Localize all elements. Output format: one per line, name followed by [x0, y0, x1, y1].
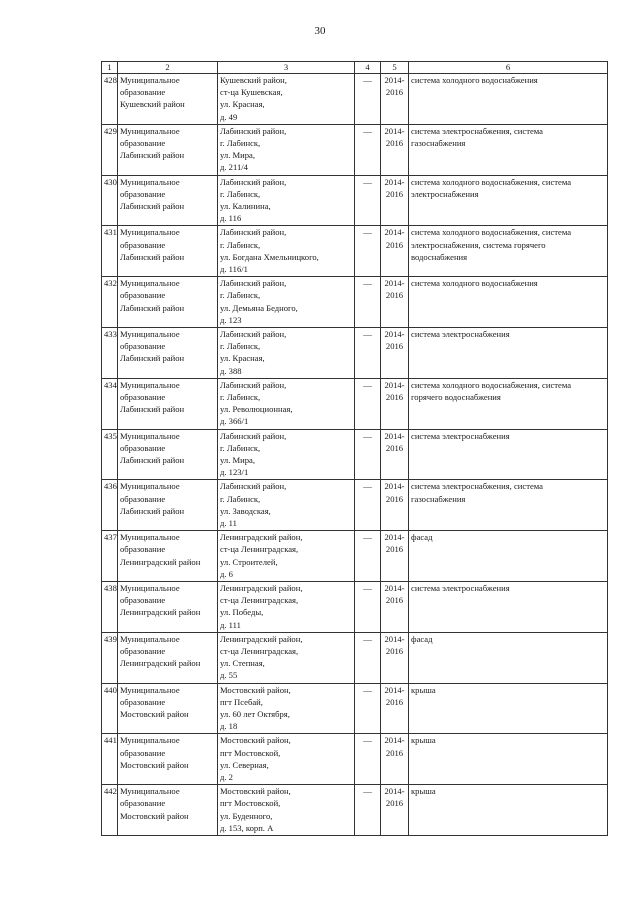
row-number: 435 — [102, 429, 118, 480]
table-row — [102, 175, 608, 226]
row-number: 430 — [102, 175, 118, 226]
row-number: 429 — [102, 124, 118, 175]
table-row — [102, 632, 608, 683]
table-row — [102, 785, 608, 836]
column-4-cell: — — [355, 277, 381, 328]
municipality-cell: Муниципальное образование Мостовский район — [118, 683, 218, 734]
table-row — [102, 74, 608, 125]
address-cell: Ленинградский район, ст-ца Ленинградская, ул. Строителей, д. 6 — [218, 531, 355, 582]
table-row — [102, 734, 608, 785]
systems-cell: система холодного водоснабжения, система горячего водоснабжения — [409, 378, 608, 429]
row-number: 442 — [102, 785, 118, 836]
column-4-cell: — — [355, 531, 381, 582]
table-row — [102, 124, 608, 175]
column-4-cell: — — [355, 429, 381, 480]
column-header-4: 4 — [355, 62, 381, 74]
municipality-cell: Муниципальное образование Лабинский район — [118, 378, 218, 429]
row-number: 432 — [102, 277, 118, 328]
column-header-3: 3 — [218, 62, 355, 74]
period-cell: 2014- 2016 — [381, 74, 409, 125]
period-cell: 2014- 2016 — [381, 378, 409, 429]
systems-cell: система электроснабжения — [409, 327, 608, 378]
municipality-cell: Муниципальное образование Ленинградский район — [118, 581, 218, 632]
repair-schedule-table — [101, 61, 608, 836]
period-cell: 2014- 2016 — [381, 531, 409, 582]
column-4-cell: — — [355, 683, 381, 734]
systems-cell: фасад — [409, 531, 608, 582]
table-row — [102, 226, 608, 277]
address-cell: Лабинский район, г. Лабинск, ул. Мира, д. 211/4 — [218, 124, 355, 175]
row-number: 433 — [102, 327, 118, 378]
period-cell: 2014- 2016 — [381, 226, 409, 277]
municipality-cell: Муниципальное образование Мостовский район — [118, 734, 218, 785]
row-number: 431 — [102, 226, 118, 277]
table-row — [102, 581, 608, 632]
column-4-cell: — — [355, 632, 381, 683]
systems-cell: крыша — [409, 785, 608, 836]
systems-cell: крыша — [409, 734, 608, 785]
period-cell: 2014- 2016 — [381, 175, 409, 226]
systems-cell: система электроснабжения, система газоснабжения — [409, 124, 608, 175]
table-row — [102, 277, 608, 328]
row-number: 440 — [102, 683, 118, 734]
municipality-cell: Муниципальное образование Кушевский район — [118, 74, 218, 125]
table-body — [102, 74, 608, 836]
column-header-2: 2 — [118, 62, 218, 74]
column-4-cell: — — [355, 327, 381, 378]
municipality-cell: Муниципальное образование Лабинский район — [118, 124, 218, 175]
period-cell: 2014- 2016 — [381, 785, 409, 836]
municipality-cell: Муниципальное образование Лабинский район — [118, 327, 218, 378]
municipality-cell: Муниципальное образование Лабинский район — [118, 175, 218, 226]
table-row — [102, 480, 608, 531]
period-cell: 2014- 2016 — [381, 632, 409, 683]
address-cell: Мостовский район, пгт Псебай, ул. 60 лет Октября, д. 18 — [218, 683, 355, 734]
systems-cell: система холодного водоснабжения, система электроснабжения, система горячего водоснабжения — [409, 226, 608, 277]
column-header-6: 6 — [409, 62, 608, 74]
table-row — [102, 327, 608, 378]
municipality-cell: Муниципальное образование Мостовский район — [118, 785, 218, 836]
column-4-cell: — — [355, 581, 381, 632]
systems-cell: система электроснабжения — [409, 581, 608, 632]
address-cell: Лабинский район, г. Лабинск, ул. Демьяна Бедного, д. 123 — [218, 277, 355, 328]
address-cell: Лабинский район, г. Лабинск, ул. Мира, д. 123/1 — [218, 429, 355, 480]
systems-cell: система холодного водоснабжения — [409, 277, 608, 328]
address-cell: Лабинский район, г. Лабинск, ул. Революционная, д. 366/1 — [218, 378, 355, 429]
address-cell: Мостовский район, пгт Мостовской, ул. Буденного, д. 153, корп. А — [218, 785, 355, 836]
systems-cell: система холодного водоснабжения, система электроснабжения — [409, 175, 608, 226]
period-cell: 2014- 2016 — [381, 124, 409, 175]
table-row — [102, 683, 608, 734]
row-number: 436 — [102, 480, 118, 531]
column-header-1: 1 — [102, 62, 118, 74]
systems-cell: фасад — [409, 632, 608, 683]
column-4-cell: — — [355, 785, 381, 836]
period-cell: 2014- 2016 — [381, 480, 409, 531]
municipality-cell: Муниципальное образование Лабинский район — [118, 226, 218, 277]
table-row — [102, 378, 608, 429]
address-cell: Лабинский район, г. Лабинск, ул. Заводская, д. 11 — [218, 480, 355, 531]
row-number: 438 — [102, 581, 118, 632]
row-number: 437 — [102, 531, 118, 582]
period-cell: 2014- 2016 — [381, 429, 409, 480]
period-cell: 2014- 2016 — [381, 277, 409, 328]
column-header-5: 5 — [381, 62, 409, 74]
column-number-row — [102, 62, 608, 74]
systems-cell: система холодного водоснабжения — [409, 74, 608, 125]
column-4-cell: — — [355, 74, 381, 125]
systems-cell: крыша — [409, 683, 608, 734]
period-cell: 2014- 2016 — [381, 734, 409, 785]
address-cell: Лабинский район, г. Лабинск, ул. Красная, д. 388 — [218, 327, 355, 378]
column-4-cell: — — [355, 124, 381, 175]
address-cell: Ленинградский район, ст-ца Ленинградская, ул. Степная, д. 55 — [218, 632, 355, 683]
column-4-cell: — — [355, 175, 381, 226]
address-cell: Лабинский район, г. Лабинск, ул. Калинина, д. 116 — [218, 175, 355, 226]
address-cell: Ленинградский район, ст-ца Ленинградская, ул. Победы, д. 111 — [218, 581, 355, 632]
column-4-cell: — — [355, 378, 381, 429]
table-row — [102, 531, 608, 582]
municipality-cell: Муниципальное образование Лабинский район — [118, 480, 218, 531]
period-cell: 2014- 2016 — [381, 683, 409, 734]
municipality-cell: Муниципальное образование Ленинградский район — [118, 531, 218, 582]
period-cell: 2014- 2016 — [381, 581, 409, 632]
address-cell: Лабинский район, г. Лабинск, ул. Богдана Хмельницкого, д. 116/1 — [218, 226, 355, 277]
municipality-cell: Муниципальное образование Лабинский район — [118, 277, 218, 328]
column-4-cell: — — [355, 734, 381, 785]
address-cell: Мостовский район, пгт Мостовской, ул. Северная, д. 2 — [218, 734, 355, 785]
table-row — [102, 429, 608, 480]
column-4-cell: — — [355, 226, 381, 277]
row-number: 434 — [102, 378, 118, 429]
page-number: 30 — [314, 25, 326, 37]
municipality-cell: Муниципальное образование Лабинский район — [118, 429, 218, 480]
row-number: 441 — [102, 734, 118, 785]
address-cell: Кушевский район, ст-ца Кушевская, ул. Красная, д. 49 — [218, 74, 355, 125]
row-number: 428 — [102, 74, 118, 125]
municipality-cell: Муниципальное образование Ленинградский район — [118, 632, 218, 683]
row-number: 439 — [102, 632, 118, 683]
systems-cell: система электроснабжения — [409, 429, 608, 480]
period-cell: 2014- 2016 — [381, 327, 409, 378]
column-4-cell: — — [355, 480, 381, 531]
systems-cell: система электроснабжения, система газоснабжения — [409, 480, 608, 531]
